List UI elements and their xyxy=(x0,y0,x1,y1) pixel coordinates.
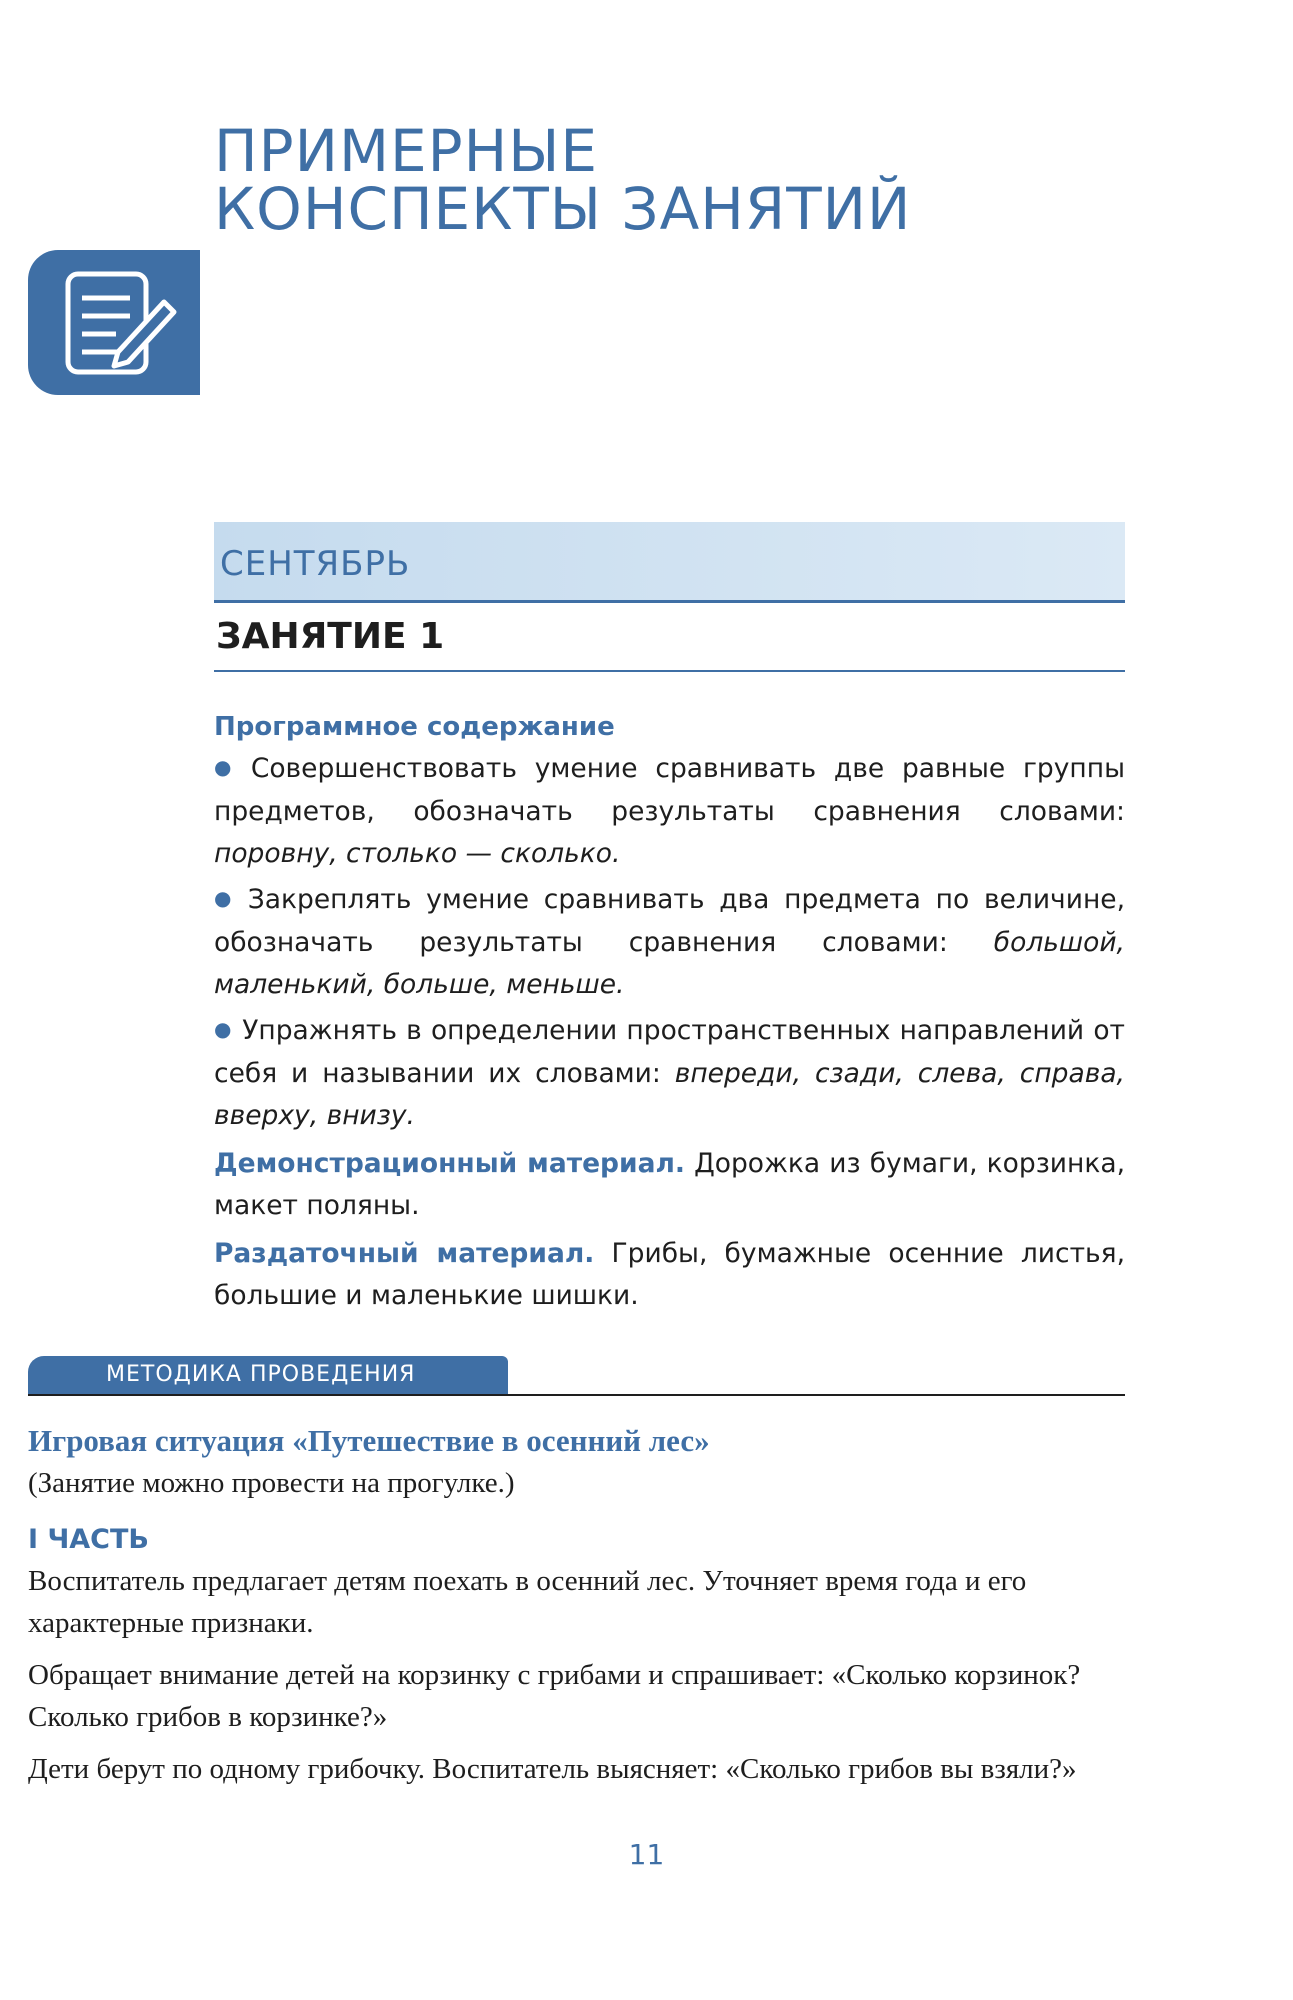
handout-material xyxy=(214,1233,1125,1317)
part-paragraph: Воспитатель предлагает детям поехать в осенний лес. Уточняет время года и его характерные признаки. xyxy=(28,1565,1027,1639)
part-paragraph: Дети берут по одному грибочку. Воспитатель выясняет: «Сколько грибов вы взяли?» xyxy=(28,1753,1077,1785)
bullet-dot-icon: ● xyxy=(214,1017,233,1041)
document-pen-icon xyxy=(60,266,180,381)
program-bullet xyxy=(214,879,1125,1006)
bullet-text: Закреплять умение сравнивать два предмета по величине, обозначать результаты сравнения словами: xyxy=(214,884,1125,958)
method-body xyxy=(28,1420,1125,1790)
chapter-title-line2: КОНСПЕКТЫ ЗАНЯТИЙ xyxy=(214,175,912,243)
program-bullet xyxy=(214,748,1125,875)
program-content xyxy=(214,706,1125,1317)
lesson-title xyxy=(214,618,1125,672)
handout-material-label: Раздаточный материал. xyxy=(214,1238,595,1269)
bullet-italic: впереди, сзади, слева, справа, вверху, внизу. xyxy=(214,1058,1125,1131)
demo-material-text: Дорожка из бумаги, корзинка, макет поляны. xyxy=(214,1148,1125,1221)
bullet-italic: большой, маленький, больше, меньше. xyxy=(214,927,1125,1000)
method-tab xyxy=(28,1356,508,1396)
chapter-title-line1: ПРИМЕРНЫЕ xyxy=(214,117,599,185)
bullet-dot-icon: ● xyxy=(214,886,238,910)
month-label: СЕНТЯБРЬ xyxy=(220,544,411,584)
page-number: 11 xyxy=(628,1838,665,1871)
chapter-icon-box xyxy=(28,250,200,395)
bullet-text: Упражнять в определении пространственных направлений от себя и назывании их словами: xyxy=(214,1015,1125,1089)
method-tab-label: МЕТОДИКА ПРОВЕДЕНИЯ xyxy=(106,1362,416,1387)
lesson-title-text: ЗАНЯТИЕ 1 xyxy=(216,616,445,657)
game-title: Игровая ситуация «Путешествие в осенний лес» xyxy=(28,1423,710,1458)
demo-material xyxy=(214,1143,1125,1227)
part-paragraph: Обращает внимание детей на корзинку с грибами и спрашивает: «Сколько корзинок? Сколько грибов в корзинке?» xyxy=(28,1659,1081,1733)
handout-material-text: Грибы, бумажные осенние листья, большие и маленькие шишки. xyxy=(214,1238,1125,1311)
bullet-italic: поровну, столько — сколько. xyxy=(214,838,621,869)
bullet-text: Совершенствовать умение сравнивать две равные группы предметов, обозначать результаты сравнения словами: xyxy=(214,753,1125,827)
program-bullet xyxy=(214,1010,1125,1137)
month-band xyxy=(214,522,1125,603)
demo-material-label: Демонстрационный материал. xyxy=(214,1148,685,1179)
program-heading: Программное содержание xyxy=(214,712,615,742)
game-note: (Занятие можно провести на прогулке.) xyxy=(28,1467,515,1499)
chapter-title xyxy=(214,117,912,243)
method-divider xyxy=(28,1394,1125,1396)
part-heading: I ЧАСТЬ xyxy=(28,1524,149,1555)
bullet-dot-icon: ● xyxy=(214,755,241,779)
